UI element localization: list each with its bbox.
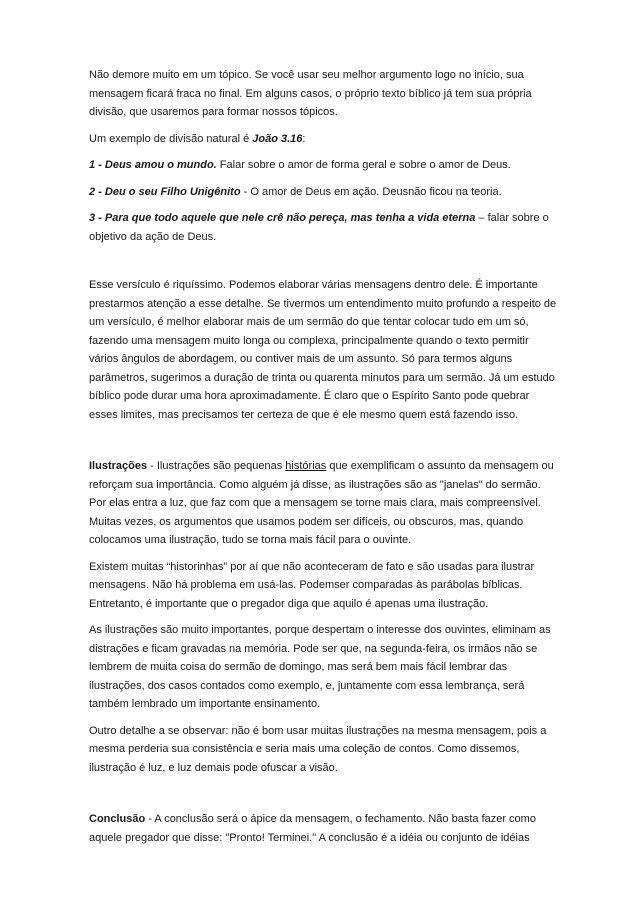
ilustracoes-text-2: que exemplificam o assunto da mensagem ou reforçam sua importância. Como alguém já disse, as ilustrações são as "janelas" do sermão. Por elas entra a luz, que faz com que a mensagem se torne mais clara, mais compreensível. Muitas vezes, os argumentos que usamos podem ser difíceis, ou obscuros, mas, quando colocamos uma ilustração, tudo se torna mais fácil para o ouvinte. bbox=[89, 460, 554, 546]
verse-reference: João 3.16 bbox=[252, 132, 303, 145]
conclusao-text: - A conclusão será o ápice da mensagem, o fechamento. Não basta fazer como aquele pregador que disse: "Pronto! Terminei." A conclusão é a idéia ou conjunto de idéias bbox=[89, 813, 536, 844]
section-ilustracoes bbox=[89, 457, 559, 550]
spacer bbox=[89, 785, 559, 810]
example-intro-tail: : bbox=[302, 132, 306, 145]
division-item-3 bbox=[89, 209, 559, 246]
paragraph-example-intro bbox=[89, 130, 559, 149]
division-item-3-text: – falar sobre o objetivo da ação de Deus. bbox=[89, 212, 549, 243]
division-item-1 bbox=[89, 156, 559, 175]
paragraph-another-detail: Outro detalhe a se observar: não é bom usar muitas ilustrações na mesma mensagem, pois a mesma perderia sua consistência e seria mais uma coleção de contos. Como dissemos, ilustração é luz, e luz demais pode ofuscar a visão. bbox=[89, 724, 547, 774]
division-item-2-title: 2 - Deu o seu Filho Unigênito bbox=[89, 185, 241, 198]
spacer bbox=[89, 254, 559, 276]
division-item-3-title: 3 - Para que todo aquele que nele crê não pereça, mas tenha a vida eterna bbox=[89, 212, 476, 224]
section-conclusao bbox=[89, 810, 559, 847]
division-item-2-text: - O amor de Deus em ação. Deusnão ficou na teoria. bbox=[240, 185, 502, 198]
document-page bbox=[89, 66, 559, 855]
spacer bbox=[89, 432, 559, 457]
historias-link[interactable]: histórias bbox=[285, 460, 327, 472]
example-intro-text: Um exemplo de divisão natural é bbox=[89, 132, 253, 145]
ilustracoes-text-1: - Ilustrações são pequenas bbox=[147, 460, 286, 472]
division-item-2 bbox=[89, 183, 559, 202]
division-item-1-title: 1 - Deus amou o mundo. bbox=[89, 159, 217, 171]
ilustracoes-heading: Ilustrações bbox=[89, 460, 148, 472]
paragraph-topic-length: Não demore muito em um tópico. Se você usar seu melhor argumento logo no início, sua mensagem ficará fraca no final. Em alguns casos, o próprio texto bíblico já tem sua própria divisão, que usaremos para formar nossos tópicos. bbox=[89, 69, 532, 118]
division-item-1-text: Falar sobre o amor de forma geral e sobre o amor de Deus. bbox=[216, 159, 511, 171]
paragraph-historinhas: Existem muitas “historinhas” por aí que não aconteceram de fato e são usadas para ilustrar mensagens. Não há problema em usá-las. Podemser comparadas às parábolas bíblicas. Entretanto, é importante que o pregador diga que aquilo é apenas uma ilustração. bbox=[89, 560, 535, 610]
paragraph-importance: As ilustrações são muito importantes, porque despertam o interesse dos ouvintes, eliminam as distrações e ficam gravadas na memória. Pode ser que, na segunda-feira, os irmãos não se lembrem de muita coisa do sermão de domingo, mas será bem mais fácil lembrar das ilustrações, dos casos contados como exemplo, e, juntamente com essa lembrança, será também lembrado um importante ensinamento. bbox=[89, 624, 551, 710]
paragraph-verse-richness: Esse versículo é riquíssimo. Podemos elaborar várias mensagens dentro dele. É importante prestarmos atenção a esse detalhe. Se tivermos um entendimento muito profundo a respeito de um versículo, é melhor elaborar mais de um sermão do que tentar colocar tudo em um só, fazendo uma mensagem muito longa ou complexa, principalmente quando o texto permitir vários ângulos de abordagem, ou contiver mais de um assunto. Só para termos alguns parâmetros, sugerimos a duração de trinta ou quarenta minutos para um sermão. Já um estudo bíblico pode durar uma hora aproximadamente. É claro que o Espírito Santo pode quebrar esses limites, mas precisamos ter certeza de que é ele mesmo quem está fazendo isso. bbox=[89, 279, 557, 421]
conclusao-heading: Conclusão bbox=[89, 813, 146, 825]
